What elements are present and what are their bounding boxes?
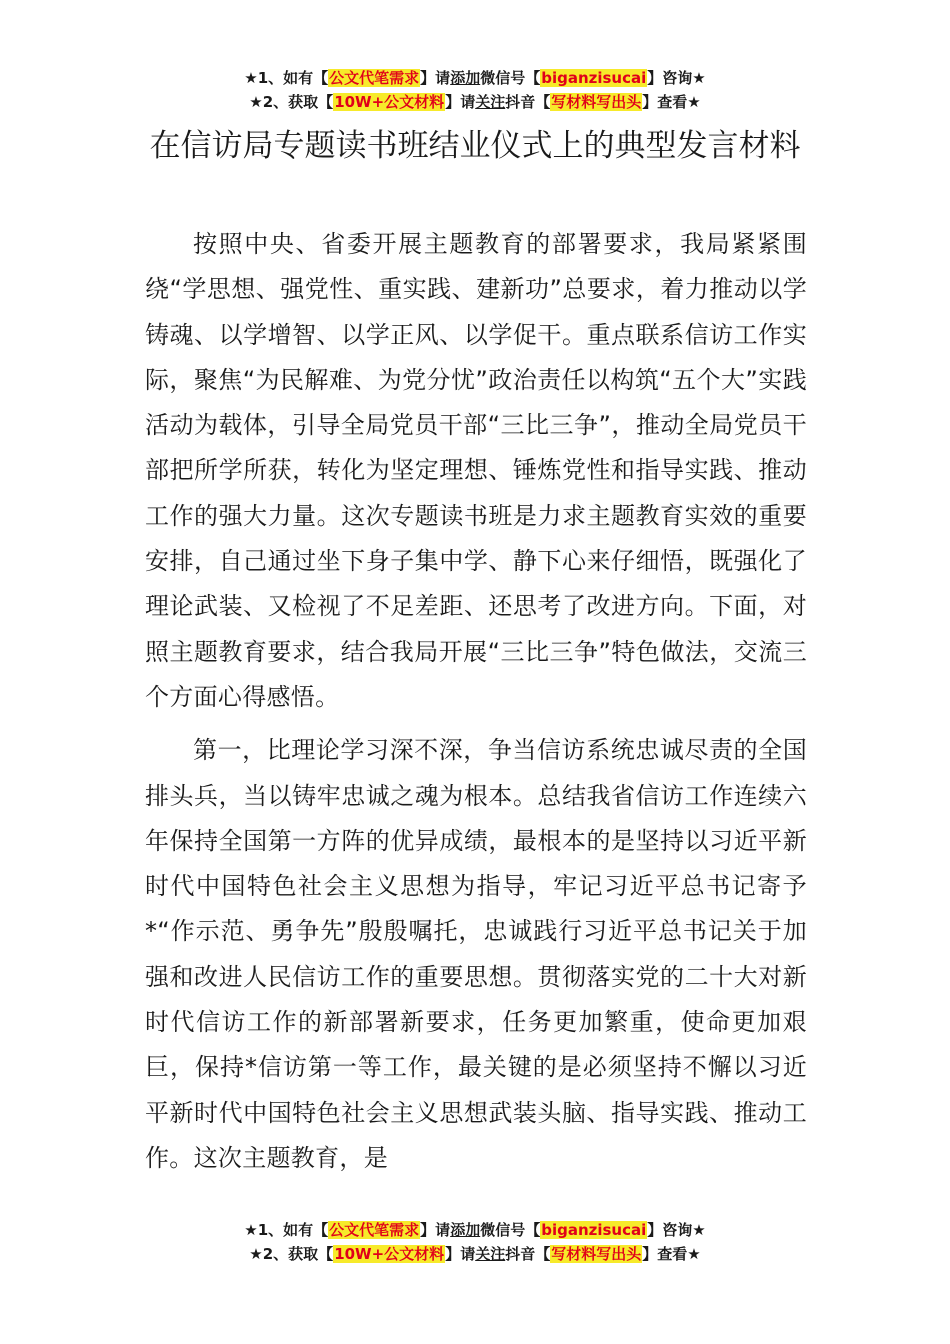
- header-line-1-text-2: 微信号【: [480, 69, 541, 87]
- ghostwriting-highlight: 公文代笔需求: [329, 69, 420, 87]
- header-banner: [0, 66, 950, 114]
- footer-line-2-suffix: 】查看★: [642, 1245, 701, 1263]
- document-title: 在信访局专题读书班结业仪式上的典型发言材料: [149, 128, 801, 164]
- header-line-1-prefix: ★1、如有【: [244, 69, 329, 87]
- footer-line-1-text: 】请: [420, 1221, 451, 1239]
- footer-douyin-highlight: 写材料写出头: [551, 1245, 642, 1263]
- footer-materials-highlight: 10W+公文材料: [334, 1245, 445, 1263]
- wechat-id-highlight: biganzisucai: [541, 69, 647, 87]
- douyin-highlight: 写材料写出头: [551, 93, 642, 111]
- footer-line-1-suffix: 】咨询★: [647, 1221, 706, 1239]
- footer-ghostwriting-highlight: 公文代笔需求: [329, 1221, 420, 1239]
- footer-line-2-text-2: 抖音【: [505, 1245, 551, 1263]
- footer-follow-underlined: 关注: [475, 1245, 506, 1263]
- footer-line-2-text: 】请: [445, 1245, 476, 1263]
- header-line-2: [0, 90, 950, 114]
- header-line-2-text: 】请: [445, 93, 476, 111]
- header-line-1-text: 】请: [420, 69, 451, 87]
- footer-line-1: [0, 1218, 950, 1242]
- footer-line-1-text-2: 微信号【: [480, 1221, 541, 1239]
- header-line-1: [0, 66, 950, 90]
- footer-line-1-prefix: ★1、如有【: [244, 1221, 329, 1239]
- footer-line-2-prefix: ★2、获取【: [249, 1245, 334, 1263]
- paragraph-intro: 按照中央、省委开展主题教育的部署要求，我局紧紧围绕“学思想、强党性、重实践、建新功”总要求，着力推动以学铸魂、以学增智、以学正风、以学促干。重点联系信访工作实际，聚焦“为民解难、为党分忧”政治责任以构筑“五个大”实践活动为载体，引导全局党员干部“三比三争”，推动全局党员干部把所学所获，转化为坚定理想、锤炼党性和指导实践、推动工作的强大力量。这次专题读书班是力求主题教育实效的重要安排，自己通过坐下身子集中学、静下心来仔细悟，既强化了理论武装、又检视了不足差距、还思考了改进方向。下面，对照主题教育要求，结合我局开展“三比三争”特色做法，交流三个方面心得感悟。: [145, 230, 807, 711]
- footer-banner: [0, 1218, 950, 1266]
- header-line-2-suffix: 】查看★: [642, 93, 701, 111]
- footer-wechat-id-highlight: biganzisucai: [541, 1221, 647, 1239]
- paragraph-first-point: 第一，比理论学习深不深，争当信访系统忠诚尽责的全国排头兵，当以铸牢忠诚之魂为根本。总结我省信访工作连续六年保持全国第一方阵的优异成绩，最根本的是坚持以习近平新时代中国特色社会主义思想为指导，牢记习近平总书记寄予*“作示范、勇争先”殷殷嘱托，忠诚践行习近平总书记关于加强和改进人民信访工作的重要思想。贯彻落实党的二十大对新时代信访工作的新部署新要求，任务更加繁重，使命更加艰巨，保持*信访第一等工作，最关键的是必须坚持不懈以习近平新时代中国特色社会主义思想武装头脑、指导实践、推动工作。这次主题教育，是: [145, 736, 807, 1172]
- materials-highlight: 10W+公文材料: [334, 93, 445, 111]
- header-line-1-suffix: 】咨询★: [647, 69, 706, 87]
- follow-underlined: 关注: [475, 93, 506, 111]
- document-body: [145, 222, 807, 1189]
- footer-line-2: [0, 1242, 950, 1266]
- header-line-2-text-2: 抖音【: [505, 93, 551, 111]
- header-line-2-prefix: ★2、获取【: [249, 93, 334, 111]
- add-underlined: 添加: [450, 69, 481, 87]
- footer-add-underlined: 添加: [450, 1221, 481, 1239]
